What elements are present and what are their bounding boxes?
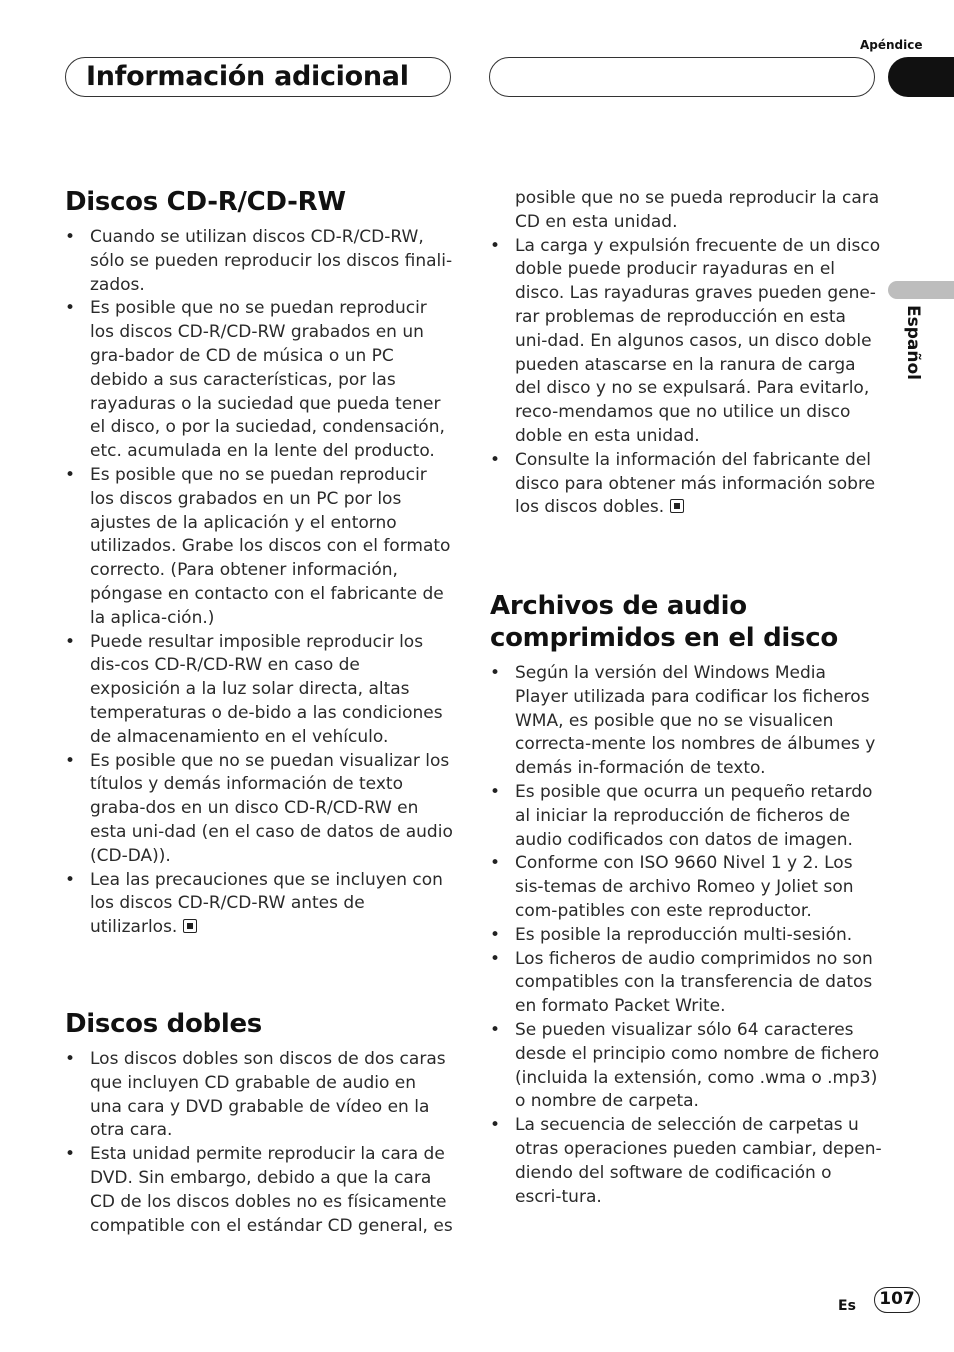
list-item: • La secuencia de selección de carpetas u otras operaciones pueden cambiar, depen-diendo del software de codificación o escri-tura. (490, 1114, 882, 1209)
appendix-label: Apéndice (860, 38, 923, 52)
list-item: • Es posible que no se puedan reproducir los discos CD-R/CD-RW grabados en un gra-bador de CD de música o un PC debido a sus características, por las rayaduras o la suciedad que pueda tener el disco, o por la suciedad, condensación, etc. acumulada en la lente del producto. (65, 297, 453, 464)
list-item: • Se pueden visualizar sólo 64 caracteres desde el principio como nombre de fichero (incluida la extensión, como .wma o .mp3) o nombre de carpeta. (490, 1019, 882, 1114)
list-item: • Esta unidad permite reproducir la cara de DVD. Sin embargo, debido a que la cara CD de los discos dobles no es físicamente compatible con el estándar CD general, es (65, 1143, 453, 1238)
heading-audio-line2: comprimidos en el disco (490, 623, 838, 653)
heading-dobles: Discos dobles (65, 1009, 262, 1039)
list-item: • Los ficheros de audio comprimidos no son compatibles con la transferencia de datos en formato Packet Write. (490, 948, 882, 1019)
list-item: • Los discos dobles son discos de dos caras que incluyen CD grabable de audio en una cara y DVD grabable de vídeo en la otra cara. (65, 1048, 453, 1143)
language-side-text: Español (903, 305, 923, 380)
dobles-list (65, 1048, 453, 1238)
list-item-text: Lea las precauciones que se incluyen con los discos CD-R/CD-RW antes de utilizarlos. (90, 869, 443, 938)
empty-header-pill (489, 57, 875, 97)
list-item: • Es posible la reproducción multi-sesión. (490, 924, 882, 948)
heading-audio (490, 590, 838, 654)
list-item: • Puede resultar imposible reproducir los dis-cos CD-R/CD-RW en caso de exposición a la luz solar directa, altas temperaturas o de-bido a las condiciones de almacenamiento en el vehículo. (65, 631, 453, 750)
audio-list (490, 662, 882, 1209)
list-item-text: Consulte la información del fabricante del disco para obtener más información sobre los discos dobles. (515, 449, 876, 518)
list-item: • Cuando se utilizan discos CD-R/CD-RW, sólo se pueden reproducir los discos finali-zados. (65, 226, 453, 297)
end-mark-icon (670, 499, 684, 513)
chapter-tab (888, 57, 954, 97)
language-tab-marker (888, 281, 954, 299)
list-item (65, 869, 453, 940)
section-title-pill (65, 57, 451, 97)
continuation-text: posible que no se pueda reproducir la cara CD en esta unidad. (515, 188, 880, 232)
section-title: Información adicional (86, 61, 409, 92)
list-item: • Es posible que ocurra un pequeño retardo al iniciar la reproducción de ficheros de audio codificados con datos de imagen. (490, 781, 882, 852)
list-item: • Es posible que no se puedan reproducir los discos grabados en un PC por los ajustes de la aplicación y el entorno utilizados. Grabe los discos con el formato correcto. (Para obtener información, póngase en contacto con el fabricante de la aplica-ción.) (65, 464, 453, 631)
heading-cdr: Discos CD-R/CD-RW (65, 187, 346, 217)
list-item: • Conforme con ISO 9660 Nivel 1 y 2. Los sis-temas de archivo Romeo y Joliet son com-patibles con este reproductor. (490, 852, 882, 923)
page-number: 107 (874, 1287, 920, 1313)
cdr-list (65, 226, 453, 940)
footer-language-code: Es (838, 1298, 856, 1314)
list-item: • La carga y expulsión frecuente de un disco doble puede producir rayaduras en el disco. Las rayaduras graves pueden gene-rar problemas de reproducción en esta uni-dad. En algunos casos, un disco doble pueden atascarse en la ranura de carga del disco y no se expulsará. Para evitarlo, reco-mendamos que no utilice un disco doble en esta unidad. (490, 235, 882, 449)
language-side-label (901, 305, 925, 395)
list-item: • Según la versión del Windows Media Player utilizada para codificar los ficheros WMA, es posible que no se visualicen correcta-mente los nombres de álbumes y demás in-formación de texto. (490, 662, 882, 781)
dobles-cont-list (490, 187, 882, 520)
list-item (490, 449, 882, 520)
heading-audio-line1: Archivos de audio (490, 591, 747, 621)
list-item: • Es posible que no se puedan visualizar los títulos y demás información de texto graba-dos en un disco CD-R/CD-RW en esta uni-dad (en el caso de datos de audio (CD-DA)). (65, 750, 453, 869)
end-mark-icon (183, 919, 197, 933)
